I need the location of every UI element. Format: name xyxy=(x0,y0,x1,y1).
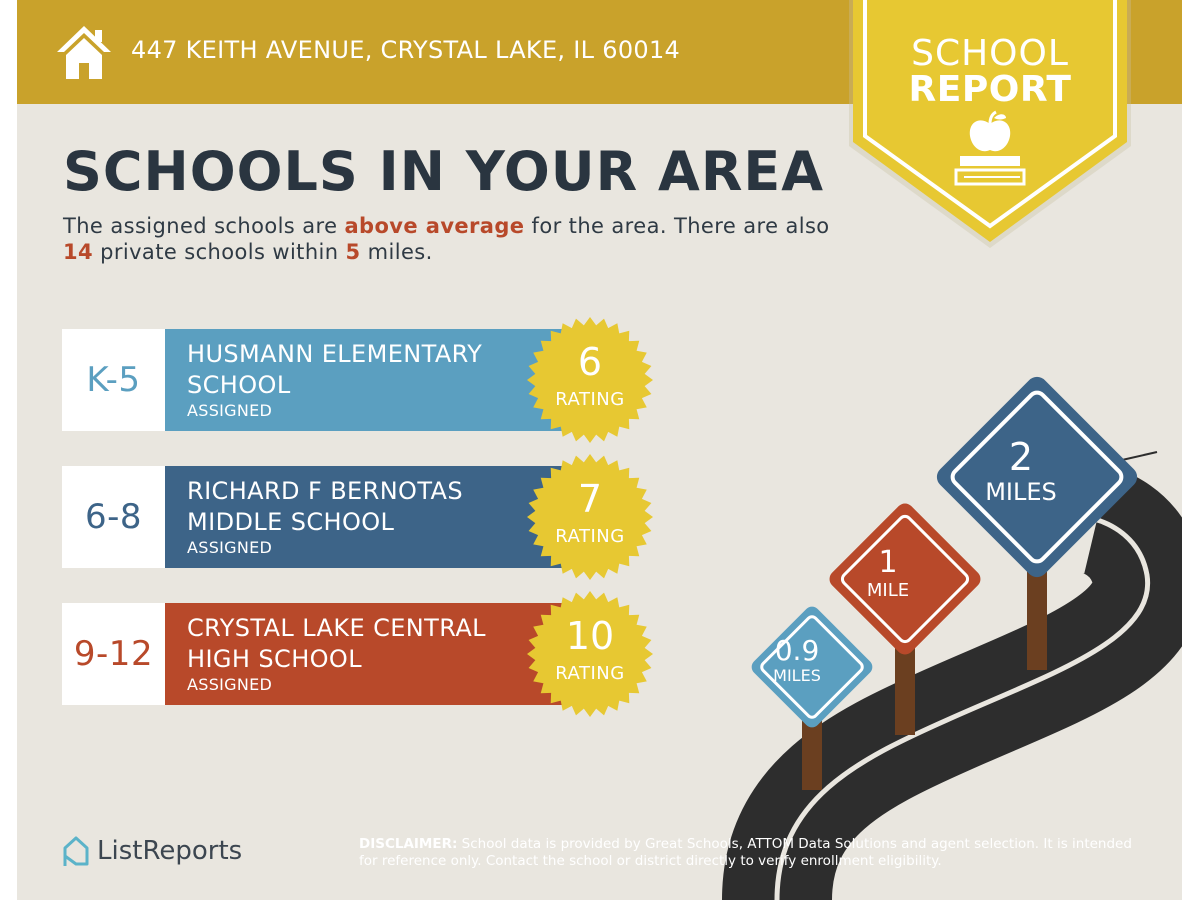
school-name: HUSMANN ELEMENTARY SCHOOL xyxy=(187,340,483,399)
disclaimer-text: School data is provided by Great Schools, ATTOM Data Solutions and agent selection. It is intended for reference only. Contact the school or district directly to verify enrollment eligibility. xyxy=(359,836,1132,869)
summary-part-4: miles. xyxy=(360,240,433,264)
page-title: SCHOOLS IN YOUR AREA xyxy=(63,140,825,203)
disclaimer xyxy=(359,836,1149,870)
grade-range: 9-12 xyxy=(62,603,165,705)
disclaimer-label: DISCLAIMER: xyxy=(359,836,458,852)
summary-text xyxy=(63,213,843,265)
sign-1-unit: MILE xyxy=(866,580,910,601)
sign-1-label xyxy=(833,546,943,602)
badge-line-1: SCHOOL xyxy=(911,33,1069,74)
apple-on-book-icon xyxy=(950,110,1030,186)
summary-part-1: The assigned schools are xyxy=(63,214,345,238)
badge-line-2: REPORT xyxy=(908,69,1072,110)
sign-2-value: 2 xyxy=(1008,435,1034,479)
sign-2-label xyxy=(951,436,1091,506)
school-name-bar xyxy=(165,466,565,568)
school-name-bar xyxy=(165,603,565,705)
rating-value: 6 xyxy=(577,340,603,384)
school-row xyxy=(62,466,662,570)
sign-0-9-unit: MILES xyxy=(773,666,821,685)
sign-0-9-value: 0.9 xyxy=(774,634,820,667)
sign-0-9-label xyxy=(752,636,842,686)
school-status: ASSIGNED xyxy=(187,538,273,557)
rating-label: RATING xyxy=(555,389,625,410)
summary-part-3: private schools within xyxy=(93,240,346,264)
rating-label: RATING xyxy=(555,526,625,547)
school-name: RICHARD F BERNOTAS MIDDLE SCHOOL xyxy=(187,477,463,536)
listreports-logo-icon xyxy=(61,834,91,868)
listreports-logo-text: ListReports xyxy=(97,836,243,866)
rating-label: RATING xyxy=(555,663,625,684)
property-address: 447 KEITH AVENUE, CRYSTAL LAKE, IL 60014 xyxy=(131,36,681,64)
sign-1-value: 1 xyxy=(878,545,898,580)
school-name-bar xyxy=(165,329,565,431)
rating-value: 7 xyxy=(577,477,603,521)
grade-range: K-5 xyxy=(62,329,165,431)
summary-part-2: for the area. There are also xyxy=(524,214,830,238)
sign-2-unit: MILES xyxy=(985,478,1057,506)
badge-title xyxy=(849,33,1131,110)
summary-highlight: above average xyxy=(344,214,525,238)
school-status: ASSIGNED xyxy=(187,401,273,420)
school-row xyxy=(62,329,662,433)
house-icon xyxy=(55,24,113,80)
school-row xyxy=(62,603,662,707)
school-status: ASSIGNED xyxy=(187,675,273,694)
search-radius: 5 xyxy=(345,240,361,264)
school-report-page xyxy=(17,0,1182,900)
rating-value: 10 xyxy=(565,614,615,658)
grade-range: 6-8 xyxy=(62,466,165,568)
private-school-count: 14 xyxy=(63,240,94,264)
school-name: CRYSTAL LAKE CENTRAL HIGH SCHOOL xyxy=(187,614,486,673)
